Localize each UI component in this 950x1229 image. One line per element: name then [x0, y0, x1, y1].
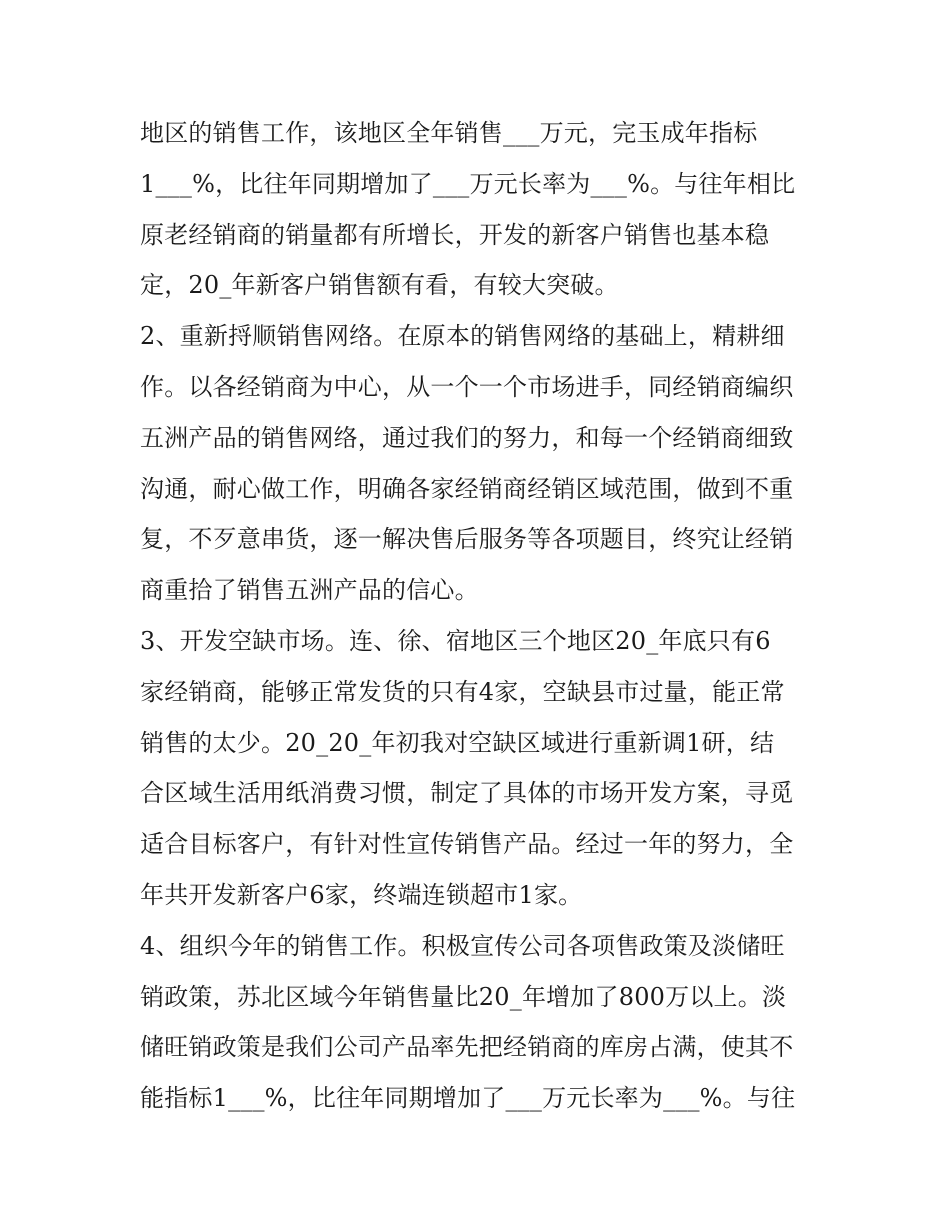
text-line: 销售的太少。20_20_年初我对空缺区域进行重新调1研，结 — [140, 728, 775, 757]
text-line: 储旺销政策是我们公司产品率先把经销商的库房占满，使其不 — [140, 1033, 794, 1062]
text-line: 原老经销商的销量都有所增长，开发的新客户销售也基本稳 — [140, 220, 770, 249]
text-line: 能指标1___%，比往年同期增加了___万元长率为___%。与往 — [140, 1084, 796, 1113]
text-line: 销政策，苏北区域今年销售量比20_年增加了800万以上。淡 — [140, 982, 787, 1011]
text-line: 作。以各经销商为中心，从一个一个市场进手，同经销商编织 — [140, 372, 794, 401]
text-line: 定，20_年新客户销售额有看，有较大突破。 — [140, 271, 619, 300]
text-line: 3、开发空缺市场。连、徐、宿地区三个地区20_年底只有6 — [140, 626, 771, 655]
text-line: 复，不歹意串货，逐一解决售后服务等各项题目，终究让经销 — [140, 525, 794, 554]
text-line: 合区域生活用纸消费习惯，制定了具体的市场开发方案，寻觅 — [140, 779, 794, 808]
text-line: 适合目标客户，有针对性宣传销售产品。经过一年的努力，全 — [140, 830, 794, 859]
text-line: 五洲产品的销售网络，通过我们的努力，和每一个经销商细致 — [140, 423, 794, 452]
text-line: 商重拾了销售五洲产品的信心。 — [140, 576, 479, 605]
text-line: 沟通，耐心做工作，明确各家经销商经销区域范围，做到不重 — [140, 474, 794, 503]
text-line: 4、组织今年的销售工作。积极宣传公司各项售政策及淡储旺 — [140, 931, 785, 960]
text-line: 地区的销售工作，该地区全年销售___万元，完玉成年指标 — [140, 119, 758, 147]
text-line: 家经销商，能够正常发货的只有4家，空缺县市过量，能正常 — [140, 677, 785, 706]
text-line: 年共开发新客户6家，终端连锁超市1家。 — [140, 880, 583, 909]
text-line: 1___%，比往年同期增加了___万元长率为___%。与往年相比 — [140, 169, 796, 198]
document-body — [140, 108, 820, 1124]
text-line: 2、重新捋顺销售网络。在原本的销售网络的基础上，精耕细 — [140, 322, 785, 351]
